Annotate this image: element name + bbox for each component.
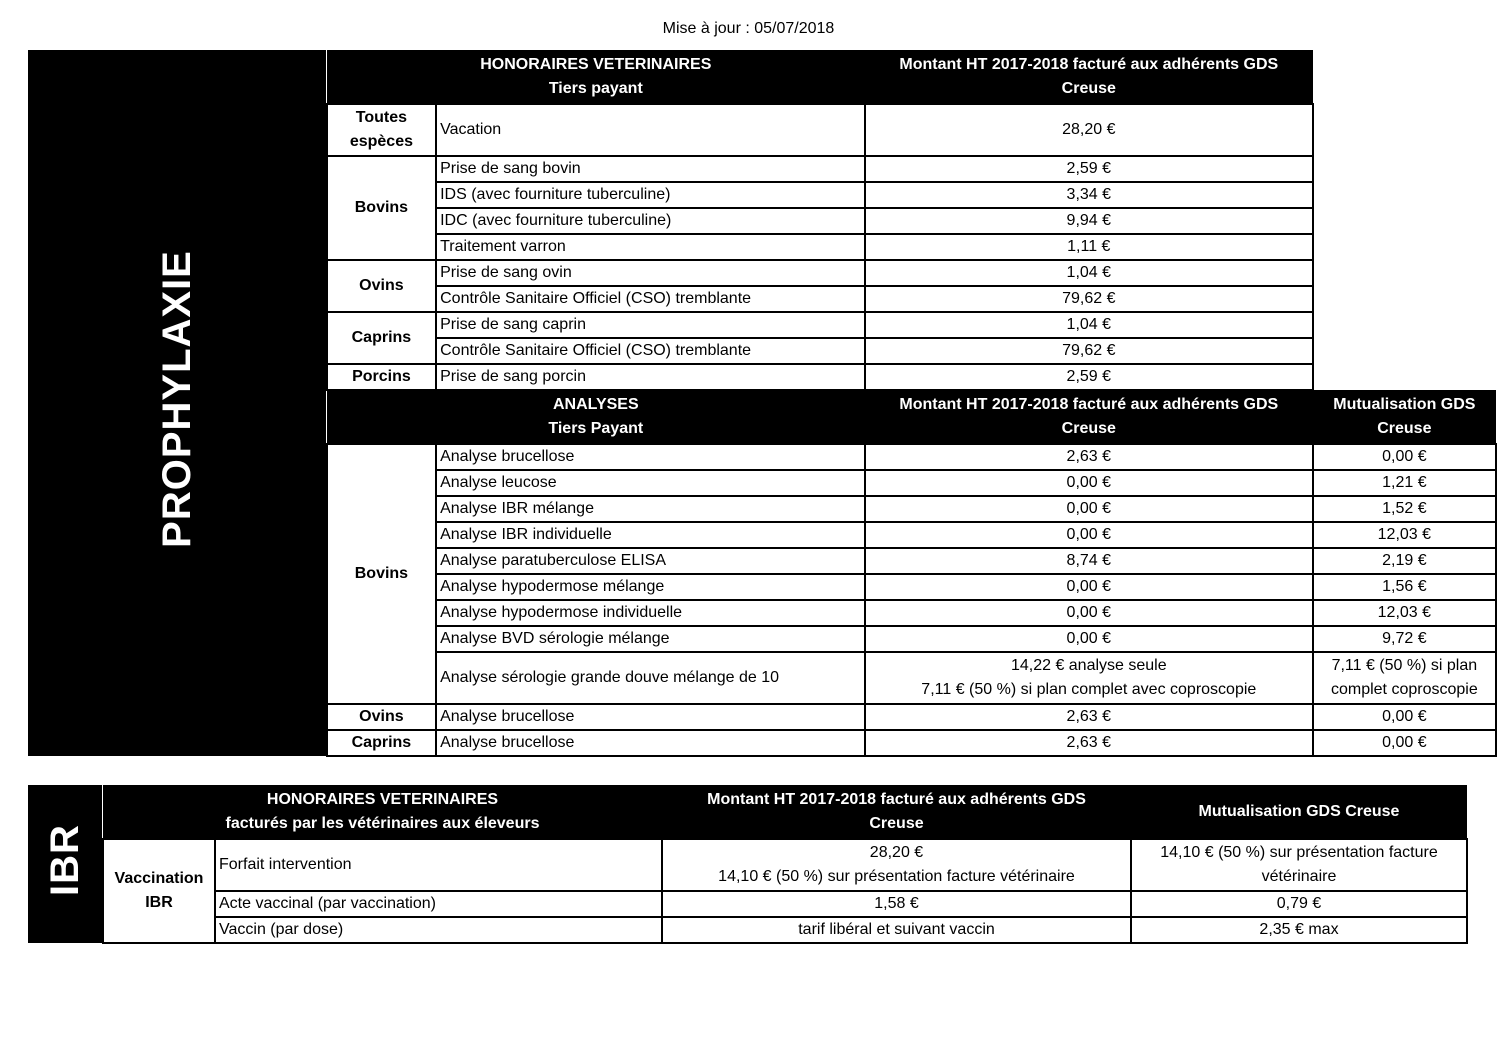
row-value: 8,74 € [865, 548, 1313, 574]
row-mutual: 2,19 € [1313, 548, 1496, 574]
ibr-mutualisation-header: Mutualisation GDS Creuse [1131, 785, 1467, 839]
prophylaxie-side-band [28, 50, 327, 756]
row-label: Contrôle Sanitaire Officiel (CSO) tremblante [436, 286, 865, 312]
row-mutual: 1,21 € [1313, 470, 1496, 496]
row-value: 79,62 € [865, 286, 1313, 312]
row-value: 1,58 € [662, 891, 1131, 917]
row-mutual: 7,11 € (50 %) si plan complet coproscopie [1313, 652, 1496, 704]
row-label: IDC (avec fourniture tuberculine) [436, 208, 865, 234]
row-label: Analyse leucose [436, 470, 865, 496]
category-vaccination-ibr: Vaccination IBR [103, 839, 215, 943]
montant-header: Montant HT 2017-2018 facturé aux adhérents GDS Creuse [865, 50, 1313, 104]
prophylaxie-table [28, 50, 1497, 757]
honoraires-header-row [28, 50, 1496, 104]
row-value: 1,04 € [865, 260, 1313, 286]
row-value: 1,04 € [865, 312, 1313, 338]
category-bovins: Bovins [327, 156, 436, 260]
montant-header-analyses: Montant HT 2017-2018 facturé aux adhérents GDS Creuse [865, 390, 1313, 444]
row-label: Analyse IBR individuelle [436, 522, 865, 548]
prophylaxie-side-label: PROPHYLAXIE [154, 249, 199, 548]
row-value: 3,34 € [865, 182, 1313, 208]
row-mutual: 12,03 € [1313, 522, 1496, 548]
ibr-side-label: IBR [42, 823, 87, 896]
row-label: Analyse brucellose [436, 704, 865, 730]
row-value: 0,00 € [865, 626, 1313, 652]
row-label: Analyse brucellose [436, 444, 865, 470]
row-label: Vaccin (par dose) [215, 917, 662, 943]
category-analyses-ovins: Ovins [327, 704, 436, 730]
row-label: Prise de sang ovin [436, 260, 865, 286]
row-value: 2,59 € [865, 156, 1313, 182]
row-mutual: 0,00 € [1313, 730, 1496, 756]
row-value: 2,63 € [865, 704, 1313, 730]
row-value: 1,11 € [865, 234, 1313, 260]
ibr-table [28, 785, 1468, 944]
row-mutual: 0,00 € [1313, 444, 1496, 470]
row-mutual: 0,00 € [1313, 704, 1496, 730]
row-mutual: 1,56 € [1313, 574, 1496, 600]
ibr-montant-header: Montant HT 2017-2018 facturé aux adhérents GDS Creuse [662, 785, 1131, 839]
ibr-side-band [28, 785, 103, 943]
row-value: 2,59 € [865, 364, 1313, 390]
category-caprins: Caprins [327, 312, 436, 364]
row-value: 0,00 € [865, 496, 1313, 522]
row-label: Analyse IBR mélange [436, 496, 865, 522]
row-label: Analyse sérologie grande douve mélange de 10 [436, 652, 865, 704]
table-row [28, 917, 1467, 943]
ibr-honoraires-header: HONORAIRES VETERINAIRES facturés par les vétérinaires aux éleveurs [103, 785, 662, 839]
row-value: tarif libéral et suivant vaccin [662, 917, 1131, 943]
category-analyses-bovins: Bovins [327, 444, 436, 704]
row-label: Prise de sang caprin [436, 312, 865, 338]
row-label: Traitement varron [436, 234, 865, 260]
ibr-header-row [28, 785, 1467, 839]
row-value: 2,63 € [865, 730, 1313, 756]
row-label: Prise de sang bovin [436, 156, 865, 182]
row-mutual: 1,52 € [1313, 496, 1496, 522]
row-value: 79,62 € [865, 338, 1313, 364]
row-mutual: 0,79 € [1131, 891, 1467, 917]
row-value: 0,00 € [865, 574, 1313, 600]
mutualisation-header: Mutualisation GDS Creuse [1313, 390, 1496, 444]
row-value: 0,00 € [865, 600, 1313, 626]
row-mutual: 12,03 € [1313, 600, 1496, 626]
row-label: Forfait intervention [215, 839, 662, 891]
row-label: Analyse hypodermose individuelle [436, 600, 865, 626]
category-porcins: Porcins [327, 364, 436, 390]
honoraires-header: HONORAIRES VETERINAIRES Tiers payant [327, 50, 865, 104]
table-row [28, 839, 1467, 891]
row-label: Analyse BVD sérologie mélange [436, 626, 865, 652]
category-toutes-especes: Toutes espèces [327, 104, 436, 156]
row-label: Prise de sang porcin [436, 364, 865, 390]
row-label: Vacation [436, 104, 865, 156]
row-label: IDS (avec fourniture tuberculine) [436, 182, 865, 208]
table-row [28, 891, 1467, 917]
row-label: Acte vaccinal (par vaccination) [215, 891, 662, 917]
row-mutual: 14,10 € (50 %) sur présentation facture vétérinaire [1131, 839, 1467, 891]
update-date: Mise à jour : 05/07/2018 [662, 20, 835, 37]
row-value: 28,20 € 14,10 € (50 %) sur présentation facture vétérinaire [662, 839, 1131, 891]
row-label: Analyse brucellose [436, 730, 865, 756]
row-value: 0,00 € [865, 522, 1313, 548]
category-analyses-caprins: Caprins [327, 730, 436, 756]
row-value: 0,00 € [865, 470, 1313, 496]
row-value: 14,22 € analyse seule 7,11 € (50 %) si plan complet avec coproscopie [865, 652, 1313, 704]
category-ovins: Ovins [327, 260, 436, 312]
row-value: 9,94 € [865, 208, 1313, 234]
row-value: 2,63 € [865, 444, 1313, 470]
row-label: Analyse paratuberculose ELISA [436, 548, 865, 574]
row-label: Analyse hypodermose mélange [436, 574, 865, 600]
row-value: 28,20 € [865, 104, 1313, 156]
row-mutual: 2,35 € max [1131, 917, 1467, 943]
analyses-header: ANALYSES Tiers Payant [327, 390, 865, 444]
row-label: Contrôle Sanitaire Officiel (CSO) tremblante [436, 338, 865, 364]
row-mutual: 9,72 € [1313, 626, 1496, 652]
